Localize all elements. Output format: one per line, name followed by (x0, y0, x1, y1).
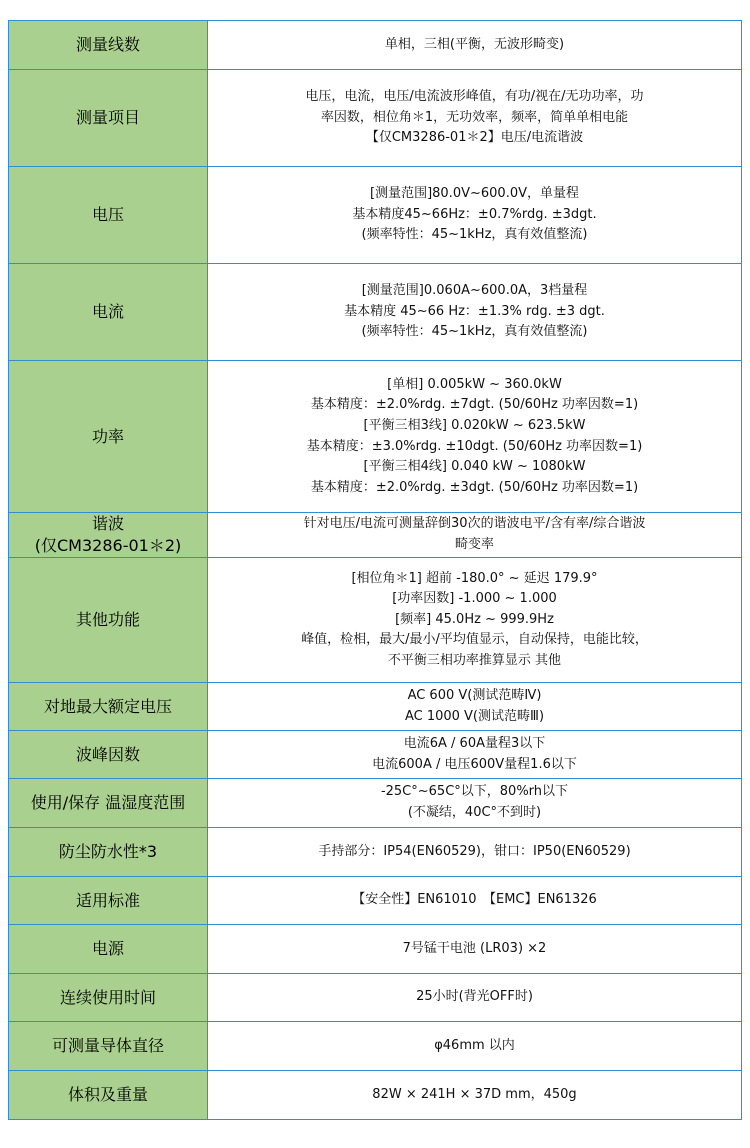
spec-row (9, 361, 742, 513)
spec-label (9, 167, 208, 264)
spec-value-line: 【安全性】EN61010 【EMC】EN61326 (352, 892, 597, 908)
spec-value-line: [平衡三相4线] 0.040 kW ~ 1080kW (363, 459, 586, 475)
spec-value (208, 21, 742, 70)
spec-label (9, 264, 208, 361)
spec-row (9, 731, 742, 779)
spec-label (9, 361, 208, 513)
spec-value-line: 【仅CM3286-01＊2】电压/电流谐波 (365, 130, 584, 146)
spec-value-line: AC 1000 V(测试范畴Ⅲ) (404, 708, 545, 724)
spec-value (208, 361, 742, 513)
spec-row (9, 828, 742, 877)
spec-value-line: 7号锰干电池 (LR03) ×2 (402, 940, 547, 956)
spec-label-line: 波峰因数 (75, 744, 140, 764)
spec-value (208, 731, 742, 779)
spec-table (8, 20, 742, 1120)
spec-table-body (9, 21, 742, 1120)
spec-value-line: 不平衡三相功率推算显示 其他 (387, 652, 562, 668)
spec-label-line: 测量项目 (75, 108, 140, 127)
spec-label (9, 925, 208, 974)
spec-label-line: 电流 (91, 302, 124, 321)
spec-value-line: [功率因数] -1.000 ~ 1.000 (392, 591, 557, 607)
spec-label (9, 974, 208, 1022)
spec-value (208, 925, 742, 974)
spec-row (9, 683, 742, 731)
spec-label-line: 适用标准 (75, 890, 140, 910)
spec-row (9, 974, 742, 1022)
spec-value (208, 974, 742, 1022)
spec-value-line: [相位角＊1] 超前 -180.0° ~ 延迟 179.9° (351, 570, 598, 586)
spec-label-line: 功率 (91, 426, 124, 446)
spec-value (208, 877, 742, 925)
spec-label (9, 513, 208, 558)
spec-row (9, 21, 742, 70)
spec-label-line: 测量线数 (75, 35, 140, 54)
spec-label-line: 使用/保存 温湿度范围 (30, 793, 186, 812)
spec-label-line: 体积及重量 (67, 1085, 148, 1104)
spec-sheet (8, 20, 742, 1120)
spec-value (208, 558, 742, 683)
spec-row (9, 925, 742, 974)
spec-value-line: 基本精度45~66Hz：±0.7%rdg. ±3dgt. (352, 206, 597, 222)
spec-label (9, 1071, 208, 1120)
spec-label (9, 779, 208, 828)
spec-row (9, 1071, 742, 1120)
spec-value-line: -25C°~65C°以下，80%rh以下 (380, 784, 569, 800)
spec-label (9, 683, 208, 731)
spec-value-line: 基本精度：±2.0%rdg. ±3dgt. (50/60Hz 功率因数=1) (310, 479, 639, 495)
spec-row (9, 167, 742, 264)
spec-label-line: 其他功能 (75, 610, 140, 629)
spec-row (9, 70, 742, 167)
spec-value-line: 峰值，检相，最大/最小/平均值显示，自动保持，电能比较， (301, 632, 648, 648)
spec-label (9, 731, 208, 779)
spec-value-line: 25小时(背光OFF时) (416, 989, 533, 1005)
spec-label-line: 防尘防水性*3 (58, 842, 158, 861)
spec-value-line: [平衡三相3线] 0.020kW ~ 623.5kW (363, 417, 586, 433)
spec-value-line: (不凝结，40C°不到时) (407, 805, 542, 820)
spec-value-line: 单相，三相(平衡，无波形畸变) (384, 36, 565, 52)
spec-value-line: 针对电压/电流可测量辞倒30次的谐波电平/含有率/综合谐波 (303, 516, 646, 532)
spec-value (208, 1022, 742, 1071)
spec-value-line: 电流6A / 60A量程3以下 (403, 735, 546, 751)
spec-label-line: (仅CM3286-01＊2) (34, 536, 182, 555)
spec-row (9, 558, 742, 683)
spec-value-line: (频率特性：45~1kHz，真有效值整流) (361, 227, 588, 243)
spec-label-line: 电压 (91, 205, 124, 224)
spec-label-line: 可测量导体直径 (51, 1036, 164, 1055)
spec-value-line: [频率] 45.0Hz ~ 999.9Hz (395, 611, 554, 627)
spec-value-line: φ46mm 以内 (434, 1037, 515, 1053)
spec-value-line: 82W × 241H × 37D mm，450g (372, 1086, 577, 1102)
spec-value-line: [测量范围]0.060A~600.0A，3档量程 (361, 283, 588, 299)
spec-value-line: 电流600A / 电压600V量程1.6以下 (372, 756, 577, 772)
spec-value (208, 683, 742, 731)
spec-value-line: 畸变率 (454, 537, 494, 552)
spec-value-line: AC 600 V(测试范畴Ⅳ) (407, 687, 542, 703)
spec-label (9, 877, 208, 925)
spec-label-line: 谐波 (91, 514, 124, 533)
spec-row (9, 264, 742, 361)
spec-label (9, 828, 208, 877)
spec-row (9, 1022, 742, 1071)
spec-value (208, 779, 742, 828)
spec-value-line: 率因数，相位角＊1，无功效率，频率，简单单相电能 (320, 109, 629, 125)
spec-value-line: 电压，电流，电压/电流波形峰值，有功/视在/无功功率，功 (305, 89, 644, 105)
spec-value-line: 基本精度：±2.0%rdg. ±7dgt. (50/60Hz 功率因数=1) (310, 397, 639, 413)
spec-value-line: (频率特性：45~1kHz，真有效值整流) (361, 324, 588, 340)
spec-row (9, 877, 742, 925)
spec-value-line: 基本精度：±3.0%rdg. ±10dgt. (50/60Hz 功率因数=1) (306, 438, 643, 454)
spec-label (9, 21, 208, 70)
spec-value (208, 70, 742, 167)
spec-label-line: 连续使用时间 (59, 987, 156, 1007)
spec-value (208, 167, 742, 264)
spec-label-line: 电源 (91, 939, 124, 958)
spec-label (9, 558, 208, 683)
spec-value-line: [测量范围]80.0V~600.0V，单量程 (370, 186, 579, 202)
spec-value-line: 基本精度 45~66 Hz：±1.3% rdg. ±3 dgt. (344, 303, 605, 319)
spec-label-line: 对地最大额定电压 (43, 696, 172, 716)
spec-row (9, 779, 742, 828)
spec-value (208, 1071, 742, 1120)
spec-label (9, 1022, 208, 1071)
spec-value (208, 264, 742, 361)
spec-value-line: 手持部分：IP54(EN60529)，钳口：IP50(EN60529) (318, 843, 631, 859)
spec-value (208, 513, 742, 558)
spec-label (9, 70, 208, 167)
spec-value (208, 828, 742, 877)
spec-row (9, 513, 742, 558)
spec-value-line: [单相] 0.005kW ~ 360.0kW (387, 376, 562, 392)
